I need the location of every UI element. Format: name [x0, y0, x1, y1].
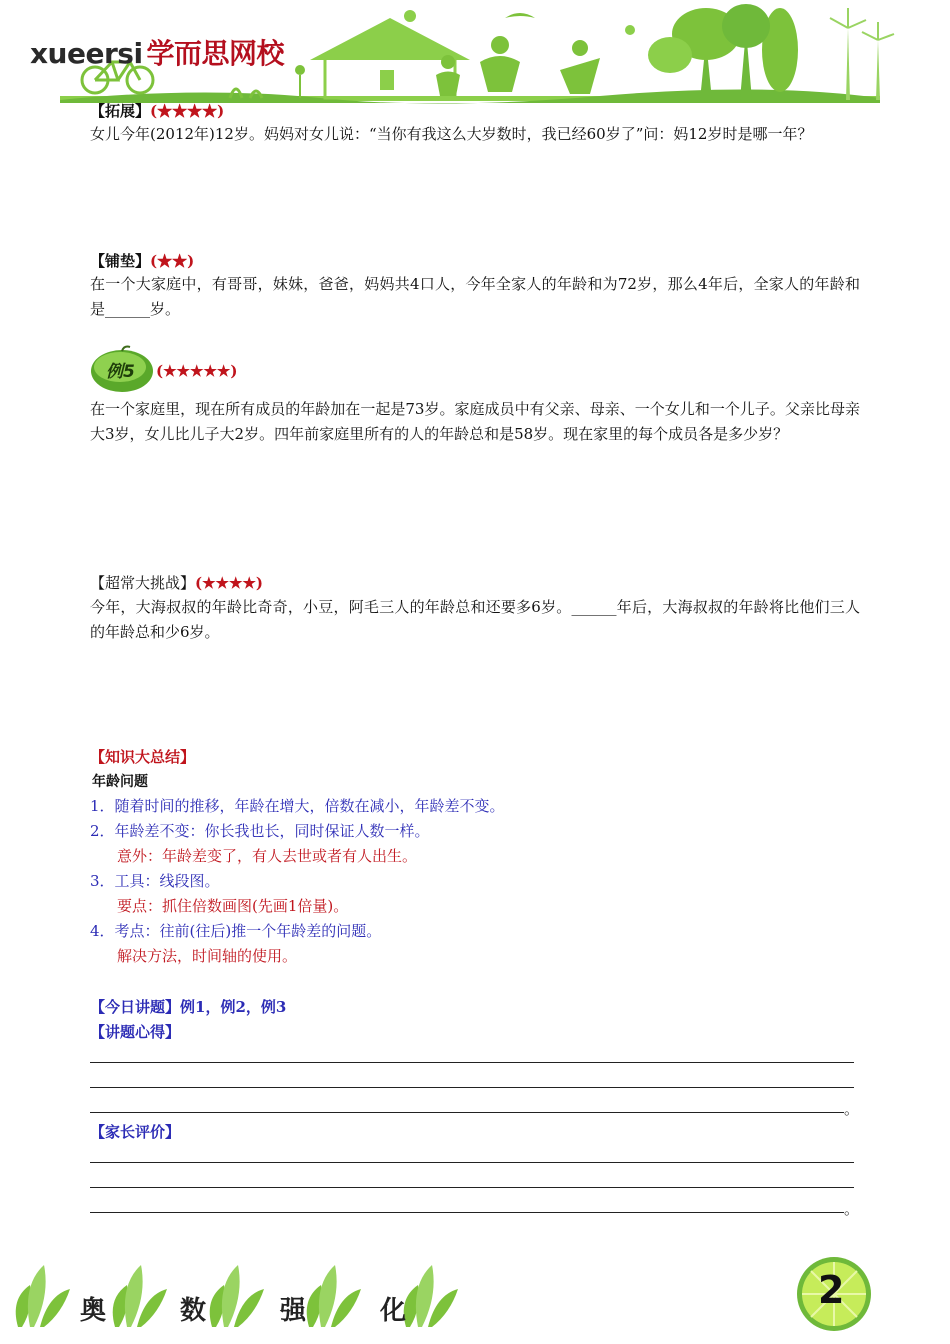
summary-item: 要点：抓住倍数画图(先画1倍量)。 [117, 897, 349, 915]
parent-review-heading: 【家长评价】 [90, 1123, 181, 1141]
warmup-heading [90, 250, 194, 271]
logo-latin-text: xueersi [30, 37, 143, 70]
parent-review-line[interactable] [90, 1212, 844, 1213]
page-number: 2 [818, 1268, 845, 1312]
notes-heading: 【讲题心得】 [90, 1023, 181, 1041]
challenge-heading [90, 572, 263, 593]
extension-heading [90, 100, 224, 121]
parent-review-line[interactable] [90, 1187, 854, 1188]
challenge-stars: (★★★★) [195, 574, 263, 592]
example5-badge-text: 例5 [106, 362, 135, 382]
today-problems-heading: 【今日讲题】例1，例2，例3 [90, 998, 287, 1016]
summary-topic: 年龄问题 [92, 774, 148, 790]
challenge-label: 【超常大挑战】 [90, 574, 196, 592]
example5-badge [90, 345, 154, 393]
warmup-label: 【铺垫】 [90, 252, 151, 270]
summary-item: 3．工具：线段图。 [90, 872, 220, 890]
notes-line[interactable] [90, 1112, 844, 1113]
summary-heading: 【知识大总结】 [90, 748, 196, 766]
summary-item: 4．考点：往前(往后)推一个年龄差的问题。 [90, 922, 382, 940]
site-logo [30, 32, 284, 72]
notes-end-mark: 。 [844, 1100, 860, 1118]
notes-line[interactable] [90, 1062, 854, 1063]
footer-leaf-decoration [0, 1255, 500, 1335]
logo-chinese-text: 学而思网校 [146, 37, 285, 70]
footer-char: 强 [280, 1296, 307, 1326]
summary-item: 1．随着时间的推移，年龄在增大，倍数在减小，年龄差不变。 [90, 797, 505, 815]
summary-item: 2．年龄差不变：你长我也长，同时保证人数一样。 [90, 822, 430, 840]
footer-char: 数 [180, 1296, 207, 1326]
footer-char: 化 [380, 1296, 407, 1326]
summary-item: 解决方法，时间轴的使用。 [117, 947, 298, 965]
example5-stars: (★★★★★) [156, 362, 238, 380]
warmup-problem-text: 在一个大家庭中，有哥哥，妹妹，爸爸，妈妈共4口人，今年全家人的年龄和为72岁，那么4年后，全家人的年龄和是______岁。 [90, 275, 860, 318]
extension-label: 【拓展】 [90, 102, 151, 120]
parent-review-line[interactable] [90, 1162, 854, 1163]
summary-item: 意外：年龄差变了，有人去世或者有人出生。 [117, 847, 418, 865]
challenge-problem-text: 今年，大海叔叔的年龄比奇奇，小豆，阿毛三人的年龄总和还要多6岁。______年后，大海叔叔的年龄将比他们三人的年龄总和少6岁。 [90, 598, 860, 641]
example5-problem-text: 在一个家庭里，现在所有成员的年龄加在一起是73岁。家庭成员中有父亲、母亲、一个女儿和一个儿子。父亲比母亲大3岁，女儿比儿子大2岁。四年前家庭里所有的人的年龄总和是58岁。现在家里的每个成员各是多少岁？ [90, 400, 860, 443]
notes-line[interactable] [90, 1087, 854, 1088]
warmup-stars: (★★) [150, 252, 195, 270]
extension-stars: (★★★★) [150, 102, 225, 120]
footer-char: 奥 [80, 1296, 107, 1326]
extension-problem-text: 女儿今年(2012年)12岁。妈妈对女儿说：“当你有我这么大岁数时，我已经60岁了”问：妈12岁时是哪一年？ [90, 125, 813, 143]
parent-review-end-mark: 。 [844, 1200, 860, 1218]
